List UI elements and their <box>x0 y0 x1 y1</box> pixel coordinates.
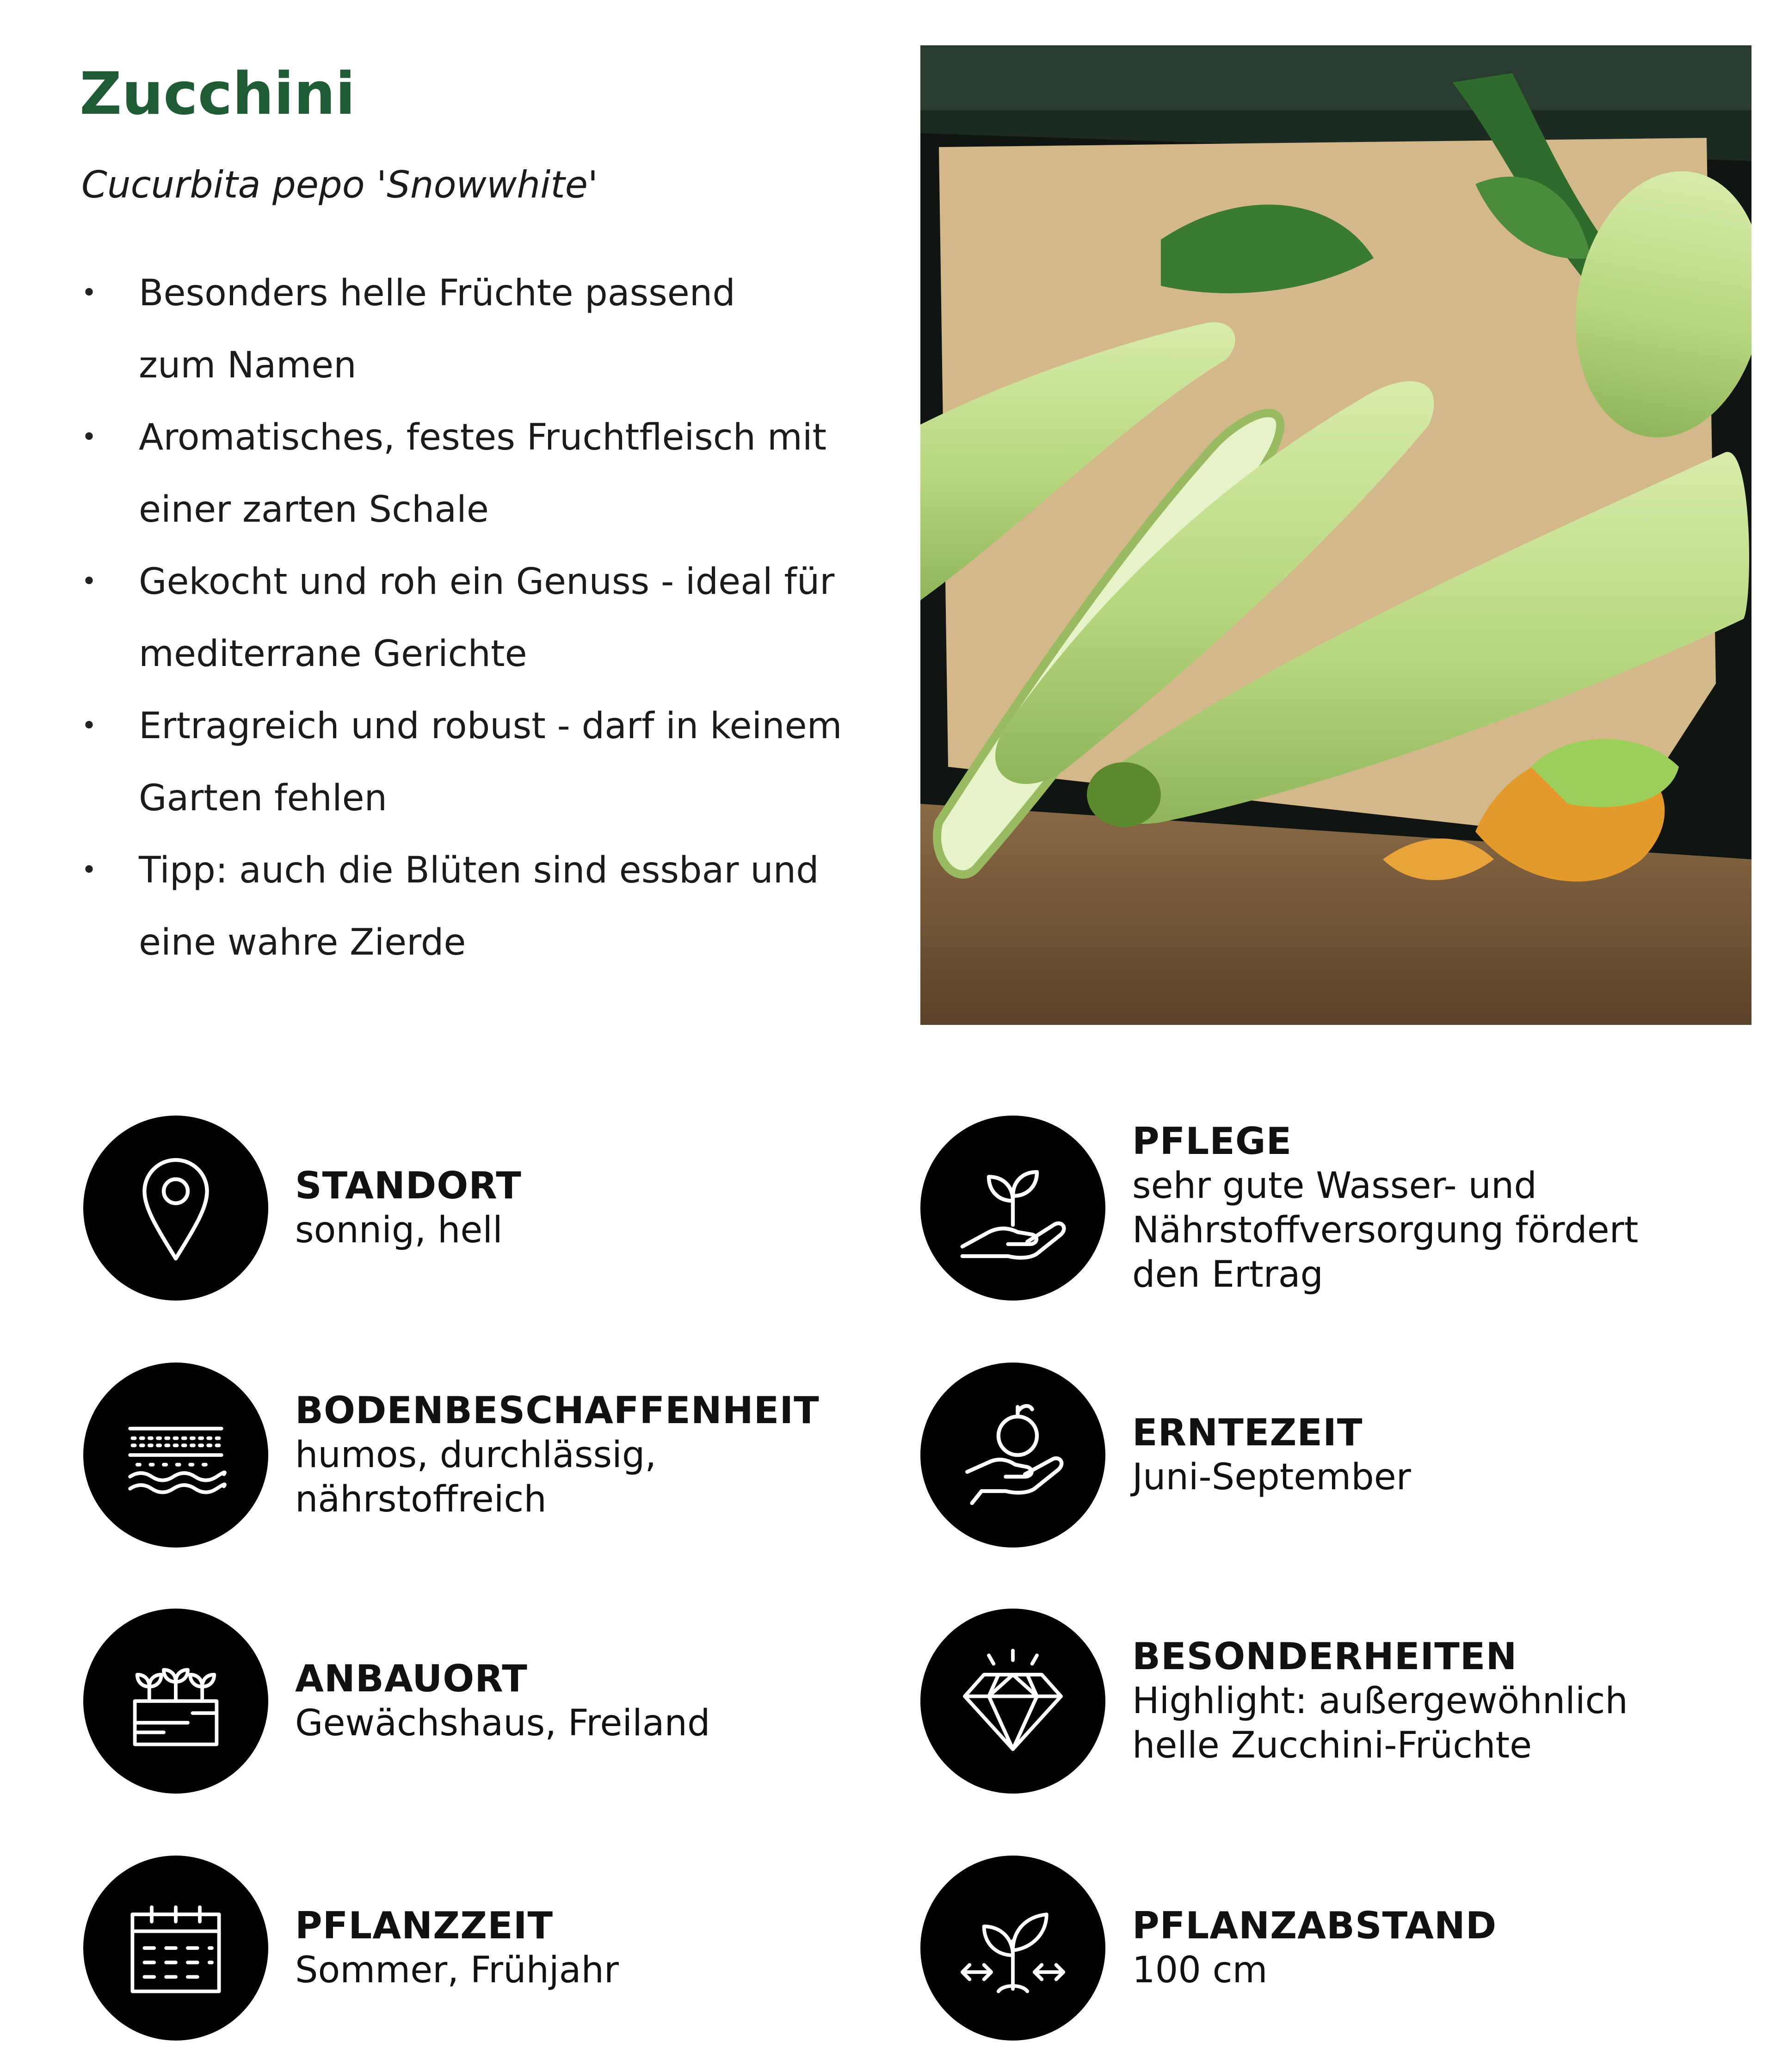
list-item-text: Gekocht und roh ein Genuss - ideal für <box>139 561 835 603</box>
list-item-text: Besonders helle Früchte passend <box>139 272 735 314</box>
icon-circle <box>920 1856 1105 2041</box>
feature-label: ANBAUORT <box>295 1657 528 1700</box>
plant-spacing-icon <box>953 1888 1073 2008</box>
icon-circle <box>920 1609 1105 1794</box>
list-item-text: Tipp: auch die Blüten sind essbar und <box>139 850 819 891</box>
feature-label: ERNTEZEIT <box>1132 1411 1363 1454</box>
bullet-symbol: • <box>81 711 97 741</box>
calendar-icon <box>116 1888 236 2008</box>
feature-list <box>81 257 868 979</box>
list-item <box>81 546 868 690</box>
feature-value: Gewächshaus, Freiland <box>295 1702 710 1744</box>
list-item-text: mediterrane Gerichte <box>139 633 527 675</box>
list-item <box>81 690 868 834</box>
feature-standort <box>83 1116 888 1301</box>
feature-label: STANDORT <box>295 1164 522 1207</box>
list-item <box>81 834 868 979</box>
list-item-text: Ertragreich und robust - darf in keinem <box>139 705 842 747</box>
feature-bodenbeschaffenheit <box>83 1363 888 1548</box>
feature-value: Juni-September <box>1132 1456 1411 1498</box>
list-item-text: eine wahre Zierde <box>139 922 466 963</box>
bullet-symbol: • <box>81 422 97 452</box>
feature-value: Sommer, Frühjahr <box>295 1949 619 1991</box>
feature-label: BODENBESCHAFFENHEIT <box>295 1389 820 1432</box>
feature-value: sehr gute Wasser- und Nährstoffversorgung fördert den Ertrag <box>1132 1165 1639 1295</box>
feature-label: BESONDERHEITEN <box>1132 1635 1517 1678</box>
product-title: Zucchini <box>80 60 356 128</box>
feature-pflanzabstand <box>920 1856 1725 2041</box>
list-item <box>81 257 868 401</box>
fruit-hand-icon <box>953 1395 1073 1515</box>
feature-label: PFLANZABSTAND <box>1132 1904 1497 1947</box>
feature-value: humos, durchlässig, nährstoffreich <box>295 1434 657 1520</box>
list-item-text: Aromatisches, festes Fruchtfleisch mit <box>139 417 827 458</box>
icon-circle <box>83 1116 268 1301</box>
feature-besonderheiten <box>920 1609 1725 1794</box>
product-photo <box>920 45 1751 1025</box>
location-pin-icon <box>116 1148 236 1268</box>
diamond-icon <box>953 1641 1073 1761</box>
feature-pflanzzeit <box>83 1856 888 2041</box>
seedling-hand-icon <box>953 1148 1073 1268</box>
list-item-text: Garten fehlen <box>139 777 388 819</box>
icon-circle <box>83 1856 268 2041</box>
list-item-text: einer zarten Schale <box>139 489 489 530</box>
soil-layers-icon <box>116 1395 236 1515</box>
icon-circle <box>920 1116 1105 1301</box>
list-item-text: zum Namen <box>139 345 357 386</box>
planter-box-icon <box>116 1641 236 1761</box>
list-item <box>81 401 868 546</box>
bullet-symbol: • <box>81 278 97 308</box>
icon-circle <box>920 1363 1105 1548</box>
feature-label: PFLANZZEIT <box>295 1904 554 1947</box>
feature-value: sonnig, hell <box>295 1209 503 1251</box>
feature-pflege <box>920 1116 1725 1301</box>
feature-value: Highlight: außergewöhnlich helle Zucchini-Früchte <box>1132 1680 1628 1766</box>
feature-erntezeit <box>920 1363 1725 1548</box>
icon-circle <box>83 1363 268 1548</box>
feature-value: 100 cm <box>1132 1949 1268 1991</box>
feature-label: PFLEGE <box>1132 1120 1292 1163</box>
feature-anbauort <box>83 1609 888 1794</box>
latin-name: Cucurbita pepo 'Snowwhite' <box>81 163 598 206</box>
bullet-symbol: • <box>81 855 97 885</box>
icon-circle <box>83 1609 268 1794</box>
bullet-symbol: • <box>81 567 97 597</box>
